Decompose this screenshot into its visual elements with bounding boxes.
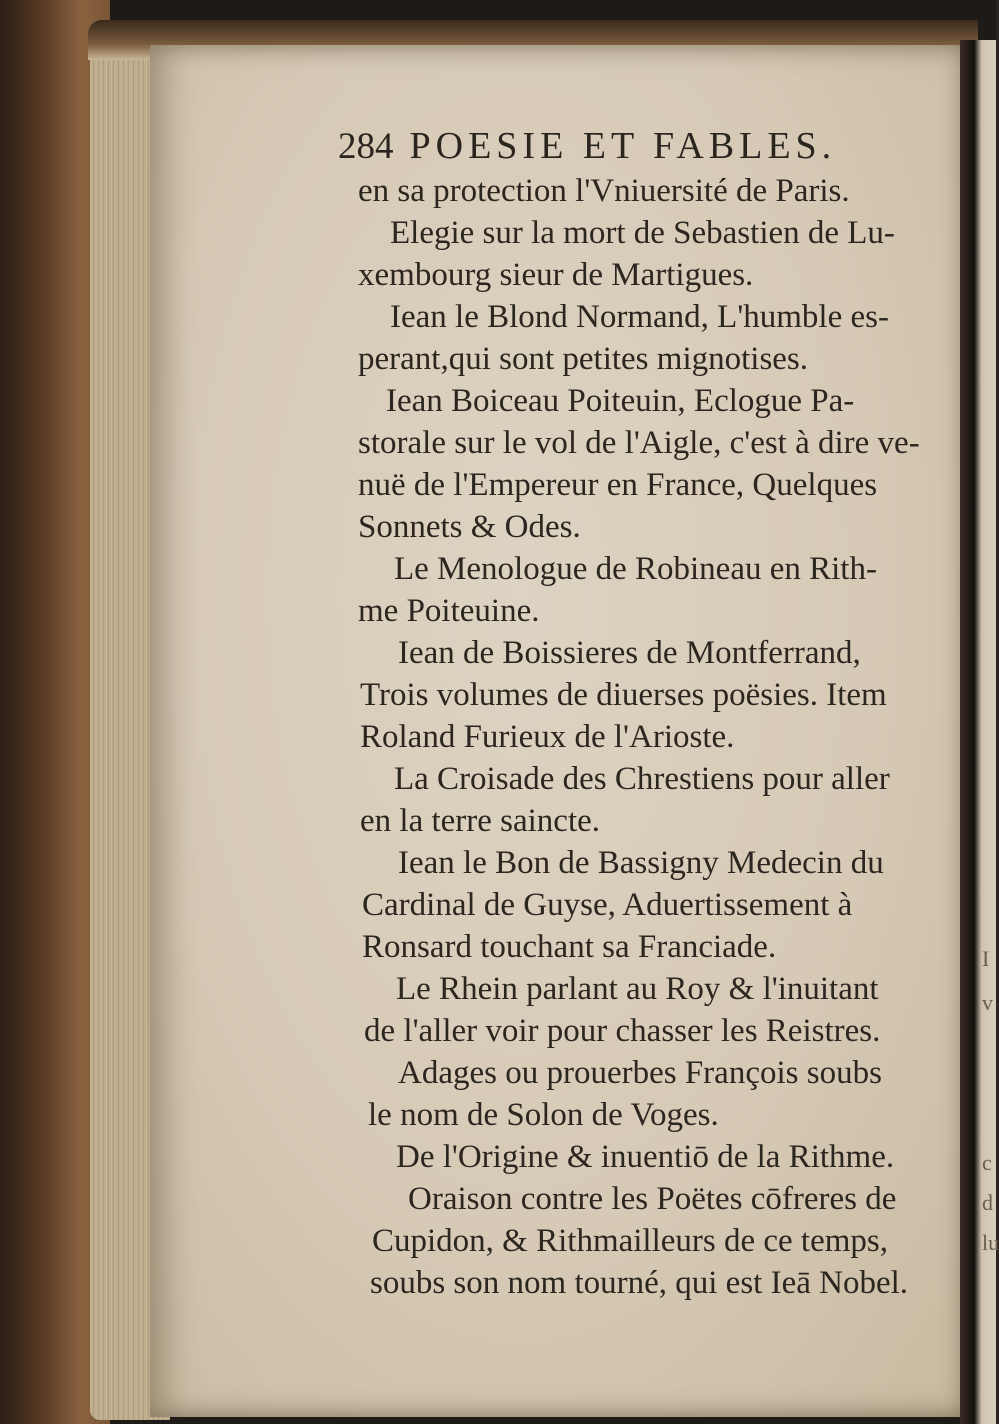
text-line: Le Rhein parlant au Roy & l'inuitant xyxy=(396,971,879,1007)
text-line: xembourg sieur de Martigues. xyxy=(358,257,754,293)
text-line: Cupidon, & Rithmailleurs de ce temps, xyxy=(372,1223,889,1259)
text-line: Trois volumes de diuerses poësies. Item xyxy=(360,677,887,713)
text-line: Iean le Bon de Bassigny Medecin du xyxy=(398,845,884,881)
page-number: 284 xyxy=(338,126,394,167)
text-line: Iean le Blond Normand, L'humble es- xyxy=(390,299,889,335)
text-line: La Croisade des Chrestiens pour aller xyxy=(394,761,890,797)
text-line: Oraison contre les Poëtes cōfreres de xyxy=(408,1181,897,1217)
text-line: Cardinal de Guyse, Aduertissement à xyxy=(362,887,853,923)
text-line: Elegie sur la mort de Sebastien de Lu- xyxy=(390,215,895,251)
text-line: Roland Furieux de l'Arioste. xyxy=(360,719,735,755)
text-line: soubs son nom tourné, qui est Ieā Nobel. xyxy=(370,1265,909,1301)
next-page-fragment: d xyxy=(982,1190,993,1215)
text-line: Le Menologue de Robineau en Rith- xyxy=(394,551,877,587)
text-line: en la terre saincte. xyxy=(360,803,601,839)
text-line: le nom de Solon de Voges. xyxy=(368,1097,719,1133)
next-page-fragment: c xyxy=(982,1150,992,1175)
next-page-fragment: lu xyxy=(982,1230,999,1255)
text-line: Iean de Boissieres de Montferrand, xyxy=(398,635,861,671)
text-line: me Poiteuine. xyxy=(358,593,540,629)
next-page-fragment: I xyxy=(982,946,990,971)
text-line: storale sur le vol de l'Aigle, c'est à dire ve- xyxy=(358,425,920,461)
text-line: Adages ou prouerbes François soubs xyxy=(398,1055,882,1091)
text-line: nuë de l'Empereur en France, Quelques xyxy=(358,467,878,503)
text-line: De l'Origine & inuentiō de la Rithme. xyxy=(396,1139,895,1175)
text-line: Sonnets & Odes. xyxy=(358,509,581,545)
text-line: en sa protection l'Vniuersité de Paris. xyxy=(358,173,850,209)
text-line: de l'aller voir pour chasser les Reistres. xyxy=(364,1013,881,1049)
text-line: Ronsard touchant sa Franciade. xyxy=(362,929,777,965)
text-line: perant,qui sont petites mignotises. xyxy=(358,341,809,377)
next-page-fragment: v xyxy=(982,990,993,1015)
running-title: POESIE ET FABLES. xyxy=(409,125,837,167)
text-line: Iean Boiceau Poiteuin, Eclogue Pa- xyxy=(386,383,855,419)
